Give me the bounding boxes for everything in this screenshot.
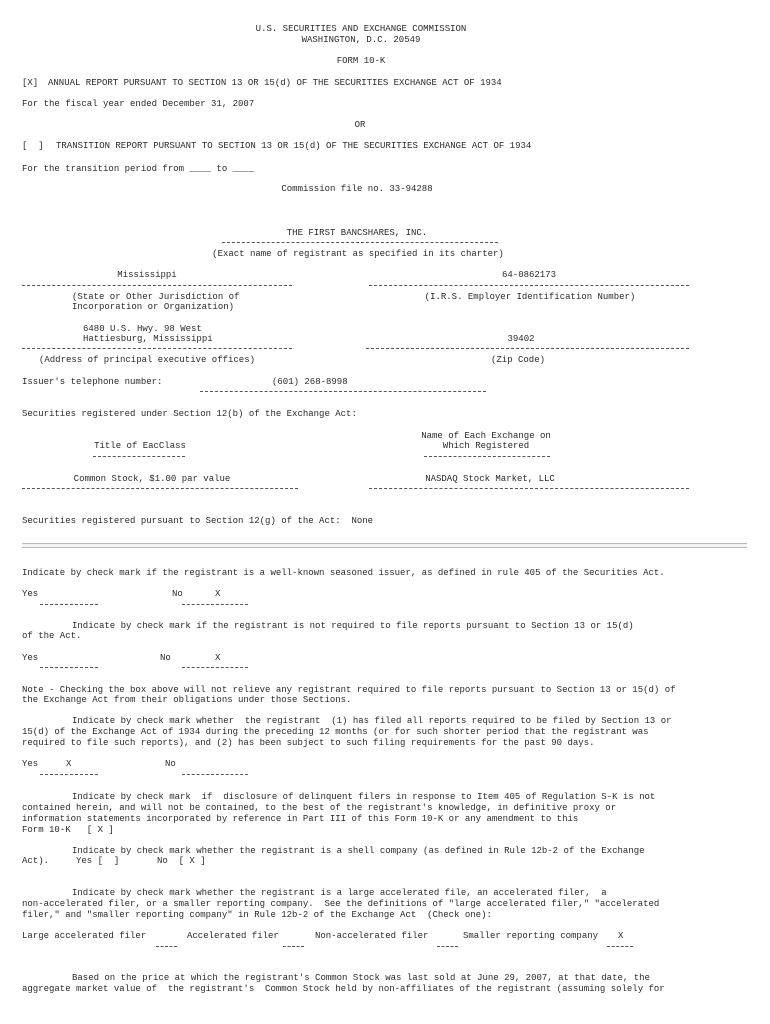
note-line-1: Note - Checking the box above will not relieve any registrant required to file reports pursuant to Section 13 or 15(d) of — [22, 685, 676, 695]
exchange-name: NASDAQ Stock Market, LLC — [425, 474, 555, 484]
state-rule — [22, 285, 292, 286]
address-line-2: Hattiesburg, Mississippi — [83, 334, 213, 344]
q3-yes-label: Yes — [22, 759, 39, 769]
address-rule — [22, 348, 292, 349]
q6-text-line-2: non-accelerated filer, or a smaller reporting company. See the definitions of "large accelerated filer," "accelerated — [22, 899, 660, 909]
q3-text-line-1: Indicate by check mark whether the registrant (1) has filed all reports required to be filed by Section 13 or — [72, 716, 672, 726]
phone-rule — [200, 391, 486, 392]
q2-yes-label: Yes — [22, 653, 39, 663]
agency-location: WASHINGTON, D.C. 20549 — [301, 35, 421, 45]
zip-rule — [366, 348, 689, 349]
q4-text-line-4: Form 10-K [ X ] — [22, 825, 114, 835]
exchange-header-line-2: Which Registered — [442, 441, 530, 451]
q2-text-line-2: of the Act. — [22, 631, 82, 641]
agency-name: U.S. SECURITIES AND EXCHANGE COMMISSION — [255, 24, 467, 34]
q4-text-line-2: contained herein, and will not be contained, to the best of the registrant's knowledge, in definitive proxy or — [22, 803, 617, 813]
market-value-line-1: Based on the price at which the registrant's Common Stock was last sold at June 29, 2007, at that date, the — [72, 973, 650, 983]
q3-text-line-2: 15(d) of the Exchange Act of 1934 during the preceding 12 months (or for such shorter period that the registrant was — [22, 727, 649, 737]
q5-text-line-1: Indicate by check mark whether the registrant is a shell company (as defined in Rule 12b-2 of the Exchange — [72, 846, 645, 856]
q3-no-label: No — [165, 759, 176, 769]
q2-no-rule — [182, 667, 248, 668]
ein-rule — [369, 285, 689, 286]
fiscal-year: For the fiscal year ended December 31, 2007 — [22, 99, 255, 109]
exchange-header-line-1: Name of Each Exchange on — [421, 431, 551, 441]
phone-value: (601) 268-8998 — [272, 377, 348, 387]
section-12g: Securities registered pursuant to Section 12(g) of the Act: None — [22, 516, 374, 526]
q3-yes-rule — [40, 774, 98, 775]
section-divider — [22, 543, 747, 548]
q2-yes-rule — [40, 667, 98, 668]
address-line-1: 6480 U.S. Hwy. 98 West — [83, 324, 202, 334]
section-12b-intro: Securities registered under Section 12(b) of the Exchange Act: — [22, 409, 357, 419]
security-title: Common Stock, $1.00 par value — [73, 474, 231, 484]
address-caption: (Address of principal executive offices) — [38, 355, 256, 365]
q3-no-rule — [182, 774, 248, 775]
q2-text-line-1: Indicate by check mark if the registrant is not required to file reports pursuant to Section 13 or 15(d) — [72, 621, 634, 631]
filer-accelerated-rule — [283, 946, 304, 947]
title-class-header: Title of EacClass — [94, 441, 186, 451]
zip-value: 39402 — [507, 334, 535, 344]
exchange-name-rule — [369, 488, 689, 489]
q6-text-line-3: filer," and "smaller reporting company" in Rule 12b-2 of the Exchange Act (Check one): — [22, 910, 492, 920]
q1-no-label: No — [172, 589, 183, 599]
filer-non-accelerated-label: Non-accelerated filer — [315, 931, 429, 941]
q6-text-line-1: Indicate by check mark whether the registrant is a large accelerated file, an accelerated filer, a — [72, 888, 607, 898]
filer-non-accelerated-rule — [437, 946, 458, 947]
q1-no-rule — [182, 604, 248, 605]
state-value: Mississippi — [117, 270, 177, 280]
state-caption-line-2: Incorporation or Organization) — [72, 302, 235, 312]
registrant-name-rule — [222, 242, 498, 243]
filer-smaller-label: Smaller reporting company — [463, 931, 599, 941]
q1-check-mark: X — [215, 589, 221, 599]
q2-check-mark: X — [215, 653, 221, 663]
q2-no-label: No — [160, 653, 171, 663]
phone-label: Issuer's telephone number: — [22, 377, 163, 387]
registrant-name: THE FIRST BANCSHARES, INC. — [286, 228, 428, 238]
q1-yes-rule — [40, 604, 98, 605]
transition-period: For the transition period from ____ to ____ — [22, 164, 255, 174]
market-value-line-2: aggregate market value of the registrant's Common Stock held by non-affiliates of the registrant (assuming solely for — [22, 984, 665, 994]
filer-check-mark: X — [618, 931, 624, 941]
registrant-name-caption: (Exact name of registrant as specified in its charter) — [212, 249, 504, 259]
title-class-header-rule — [93, 456, 185, 457]
filer-large-label: Large accelerated filer — [22, 931, 147, 941]
commission-file-number: Commission file no. 33-94288 — [281, 184, 433, 194]
q5-text-line-2: Act). Yes [ ] No [ X ] — [22, 856, 206, 866]
q3-text-line-3: required to file such reports), and (2) has been subject to such filing requirements for the past 90 days. — [22, 738, 595, 748]
security-title-rule — [22, 488, 298, 489]
transition-check: [ ] — [22, 141, 44, 151]
q4-text-line-1: Indicate by check mark if disclosure of delinquent filers in response to Item 405 of Regulation S-K is not — [72, 792, 656, 802]
form-type: FORM 10-K — [336, 56, 386, 66]
filer-large-rule — [156, 946, 177, 947]
zip-caption: (Zip Code) — [490, 355, 546, 365]
exchange-header-rule — [424, 456, 550, 457]
q3-check-mark: X — [66, 759, 72, 769]
q1-yes-label: Yes — [22, 589, 39, 599]
q1-text: Indicate by check mark if the registrant is a well-known seasoned issuer, as defined in rule 405 of the Securities Act. — [22, 568, 665, 578]
state-caption-line-1: (State or Other Jurisdiction of — [72, 292, 240, 302]
annual-report-label: ANNUAL REPORT PURSUANT TO SECTION 13 OR 15(d) OF THE SECURITIES EXCHANGE ACT OF 1934 — [48, 78, 502, 88]
transition-report-label: TRANSITION REPORT PURSUANT TO SECTION 13 OR 15(d) OF THE SECURITIES EXCHANGE ACT OF 1934 — [56, 141, 532, 151]
filer-smaller-rule — [607, 946, 633, 947]
q4-text-line-3: information statements incorporated by reference in Part III of this Form 10-K or any amendment to this — [22, 814, 579, 824]
annual-check: [X] — [22, 78, 39, 88]
filer-accelerated-label: Accelerated filer — [187, 931, 279, 941]
ein-value: 64-0862173 — [501, 270, 557, 280]
or-separator: OR — [354, 120, 366, 130]
note-line-2: the Exchange Act from their obligations under those Sections. — [22, 695, 352, 705]
ein-caption: (I.R.S. Employer Identification Number) — [424, 292, 636, 302]
